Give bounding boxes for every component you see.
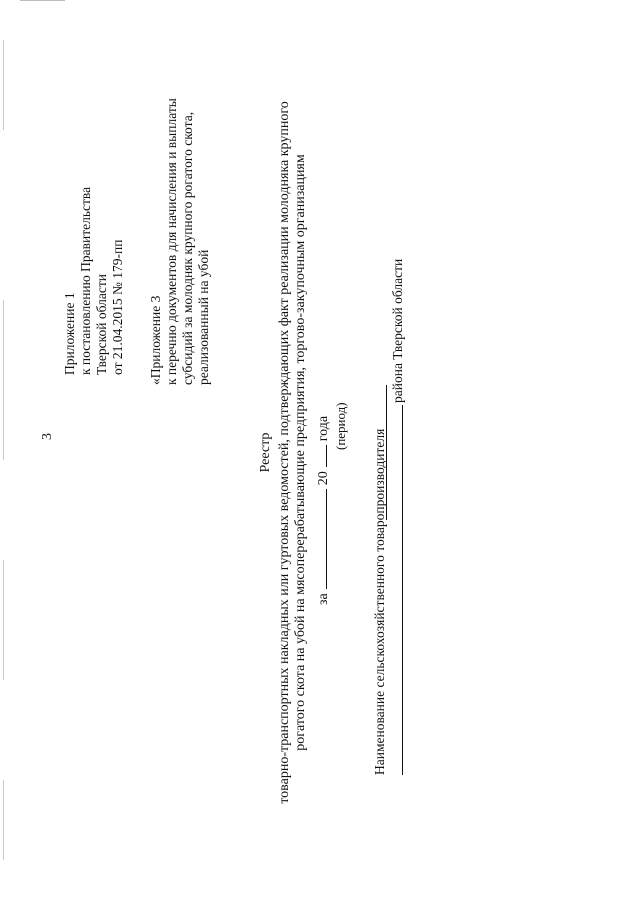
period-hint: (период) — [333, 402, 348, 450]
registry-description-line: товарно-транспортных накладных или гуртовых ведомостей, подтверждающих факт реализации молодняка крупного — [277, 101, 292, 804]
district-blank-line — [402, 405, 403, 775]
producer-label: Наименование сельскохозяйственного товаропроизводителя — [372, 428, 387, 775]
period-prefix: за — [316, 593, 331, 605]
page-number: 3 — [40, 433, 55, 440]
registry-title: Реестр — [258, 432, 273, 473]
period-line — [314, 416, 332, 605]
district-label: района Тверской области — [390, 258, 405, 403]
appendix-1-line: Приложение 1 — [62, 292, 77, 375]
year-blank-field — [314, 445, 327, 467]
appendix-3-line: реализованный на убой — [196, 249, 211, 385]
period-suffix: года — [316, 415, 331, 442]
appendix-1-line: к постановлению Правительства — [78, 186, 93, 375]
appendix-1-line: от 21.04.2015 № 179-пп — [110, 239, 125, 375]
registry-description-line: рогатого скота на убой на мясоперерабатывающие предприятия, торгово-закупочным организациям — [293, 154, 308, 751]
appendix-1-line: Тверской области — [94, 274, 109, 375]
period-year-prefix: 20 — [316, 471, 331, 486]
period-blank-field — [314, 489, 327, 589]
appendix-3-line: субсидий за молодняк крупного рогатого скота, — [180, 111, 195, 385]
appendix-1-header — [62, 187, 126, 375]
producer-blank-line — [386, 385, 387, 520]
appendix-3-line: «Приложение 3 — [148, 295, 163, 385]
appendix-3-header — [148, 98, 212, 385]
appendix-3-line: к перечню документов для начисления и выплаты — [164, 98, 179, 385]
